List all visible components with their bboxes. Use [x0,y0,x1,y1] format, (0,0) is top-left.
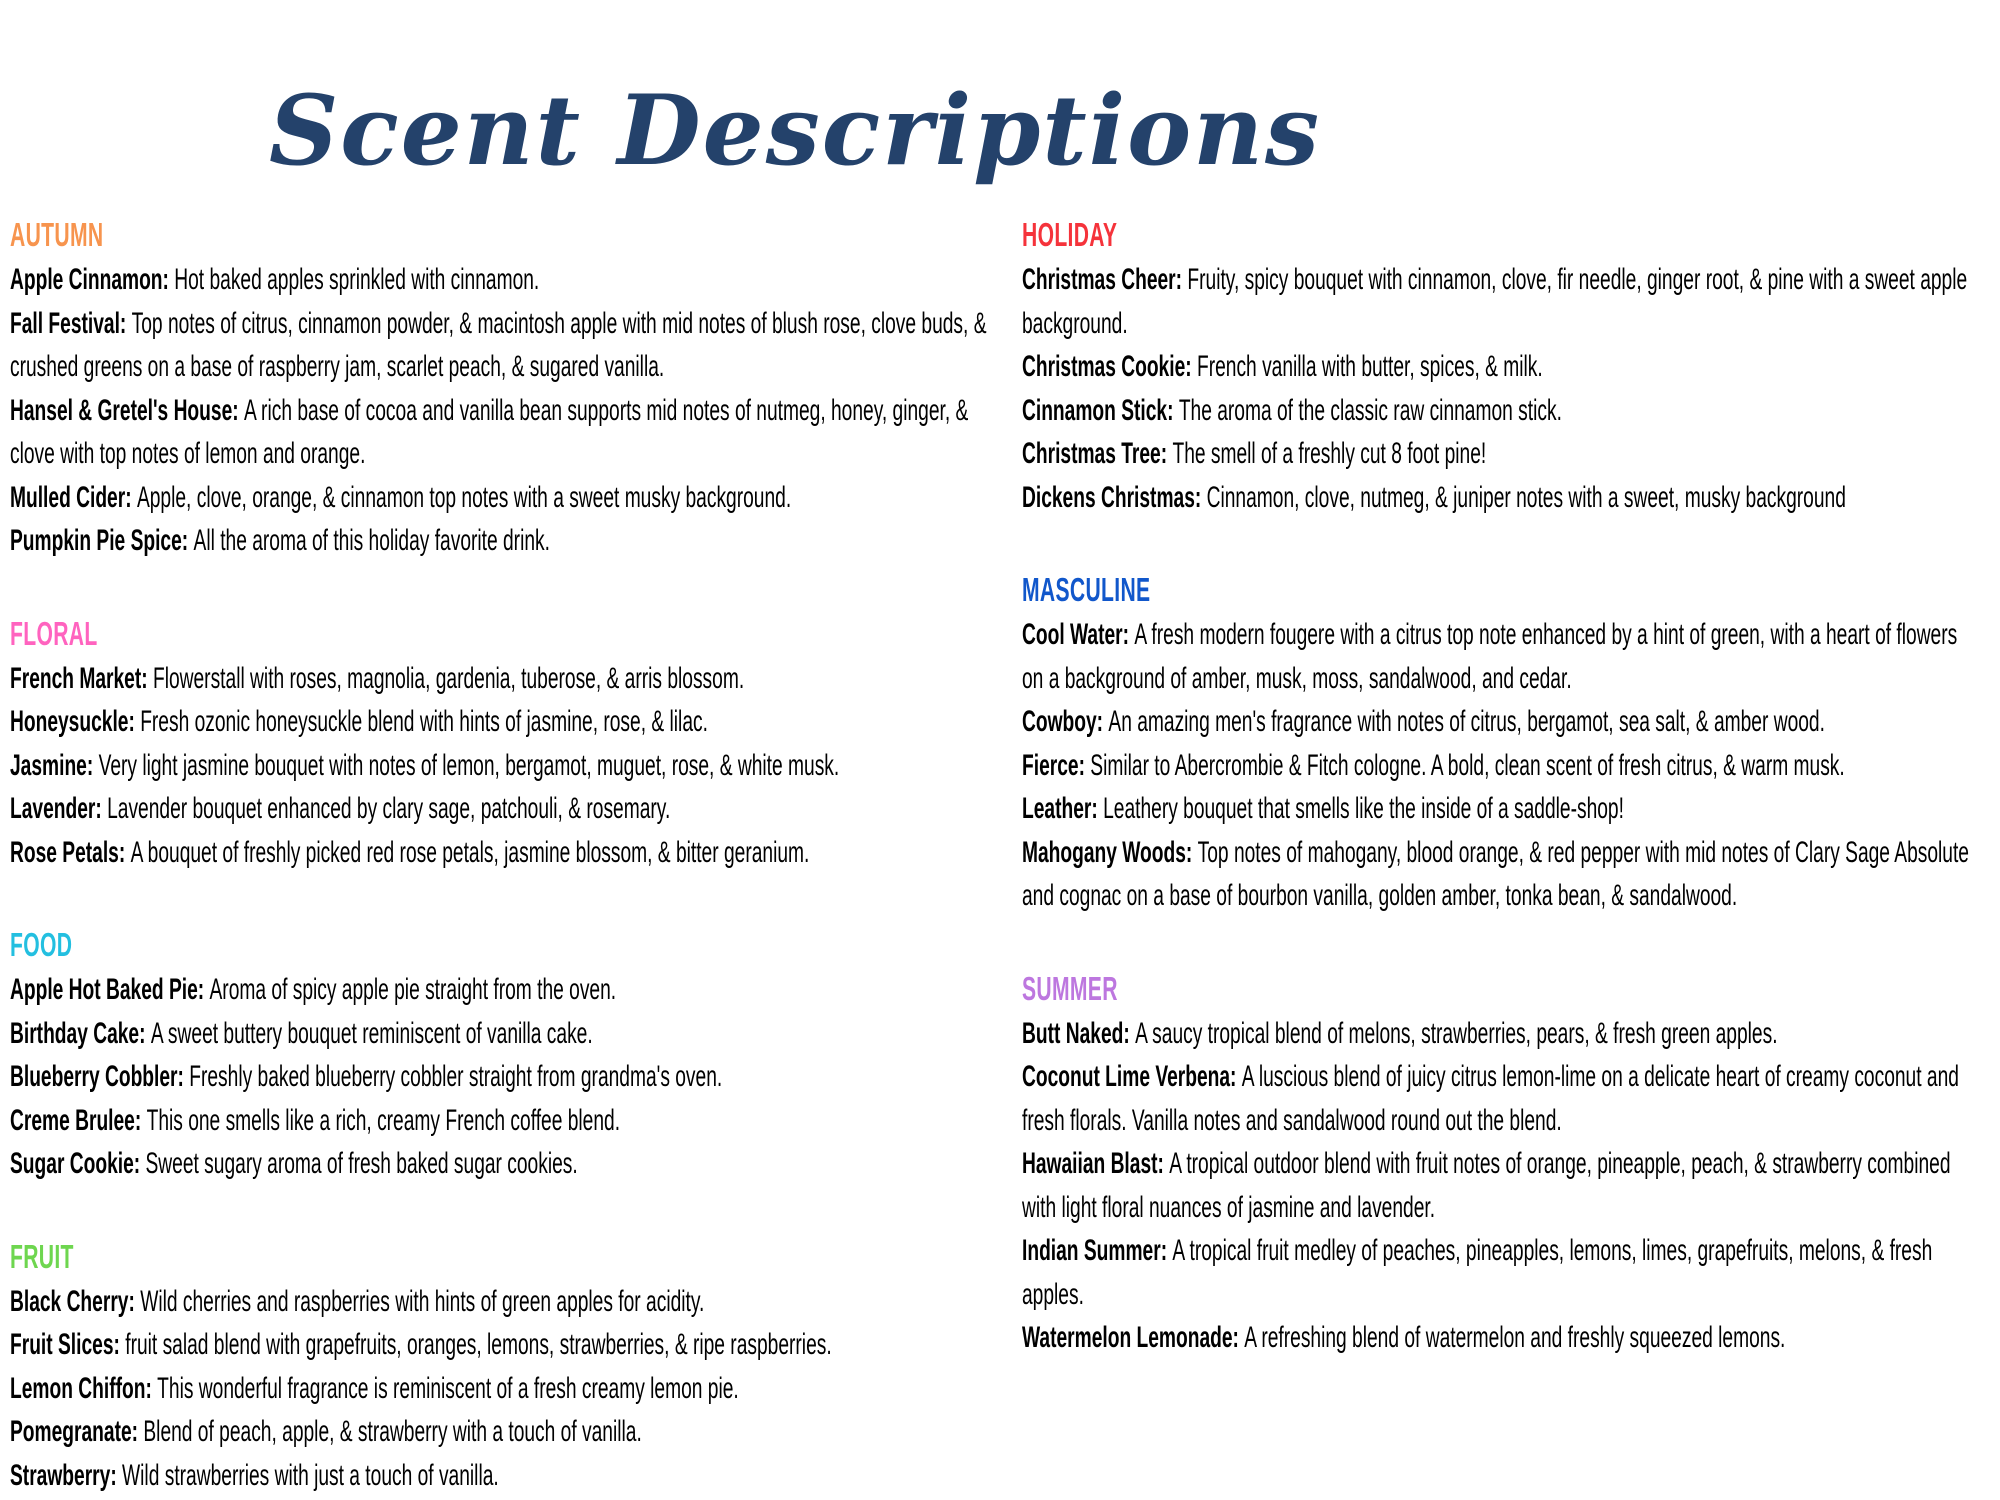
scent-section-summer [1022,966,1979,1360]
scent-description: Blend of peach, apple, & strawberry with a touch of vanilla. [143,1415,642,1448]
scent-section-autumn [10,212,996,563]
scent-description: A bouquet of freshly picked red rose petals, jasmine blossom, & bitter geranium. [130,835,810,869]
scent-description: fruit salad blend with grapefruits, oranges, lemons, strawberries, & ripe raspberries. [125,1328,832,1361]
scent-item [1022,744,1979,788]
scent-description: A tropical fruit medley of peaches, pineapples, lemons, limes, grapefruits, melons, & fresh apples. [1022,1234,1933,1311]
scent-item [10,1323,996,1367]
scent-description: Aroma of spicy apple pie straight from the oven. [209,973,617,1006]
scent-name: Cool Water: [1022,618,1135,651]
scent-item [10,1142,996,1186]
scent-name: Dickens Christmas: [1022,480,1207,514]
scent-description: Wild strawberries with just a touch of vanilla. [122,1458,499,1492]
scent-item [10,1454,996,1498]
scent-name: Fruit Slices: [10,1328,126,1361]
scent-description: Leathery bouquet that smells like the inside of a saddle-shop! [1103,792,1624,825]
scent-item [1022,389,1979,433]
scent-item [10,302,996,389]
scent-description: Hot baked apples sprinkled with cinnamon. [174,263,540,296]
scent-name: Rose Petals: [10,835,131,869]
scent-description: Similar to Abercrombie & Fitch cologne. A bold, clean scent of fresh citrus, & warm musk. [1090,748,1845,782]
scent-item [1022,831,1979,918]
scent-name: Hansel & Gretel's House: [10,393,244,427]
scent-section-floral [10,611,996,875]
scent-item [1022,1316,1979,1360]
scent-item [1022,1229,1979,1316]
scent-description: A luscious blend of juicy citrus lemon-lime on a delicate heart of creamy coconut and fresh florals. Vanilla notes and sandalwood round out the blend. [1022,1060,1959,1137]
scent-description: French vanilla with butter, spices, & milk. [1196,350,1543,383]
scent-name: Jasmine: [10,748,99,782]
scent-name: Honeysuckle: [10,705,141,738]
scent-item [1022,345,1979,389]
scent-name: Cowboy: [1022,705,1109,738]
scent-description: A rich base of cocoa and vanilla bean supports mid notes of nutmeg, honey, ginger, & clove with top notes of lemon and orange. [10,393,969,470]
section-header-floral: FLORAL [10,614,98,652]
scent-item [10,519,996,563]
scent-item [1022,258,1979,345]
scent-name: Mahogany Woods: [1022,835,1198,869]
scent-description: Very light jasmine bouquet with notes of lemon, bergamot, muguet, rose, & white musk. [98,748,840,782]
scent-name: Creme Brulee: [10,1103,147,1137]
scent-name: Butt Naked: [1022,1016,1136,1050]
scent-item [1022,613,1979,700]
scent-item [10,389,996,476]
scent-item [10,831,996,875]
scent-description: Lavender bouquet enhanced by clary sage, patchouli, & rosemary. [107,792,671,825]
section-header-food: FOOD [10,926,73,963]
scent-name: Apple Cinnamon: [10,263,175,296]
section-header-fruit: FRUIT [10,1237,74,1275]
page-title: Scent Descriptions [268,74,1322,188]
scent-item [1022,1055,1979,1142]
section-header-autumn: AUTUMN [10,216,104,253]
scent-item [10,787,996,831]
section-header-summer: SUMMER [1022,969,1118,1007]
scent-section-masculine [1022,567,1979,918]
scent-name: Christmas Cookie: [1022,350,1197,383]
scent-description: Apple, clove, orange, & cinnamon top notes with a sweet musky background. [136,480,792,514]
scent-name: Blueberry Cobbler: [10,1060,190,1093]
scent-item [1022,476,1979,520]
section-header-masculine: MASCULINE [1022,571,1151,608]
scent-description: This one smells like a rich, creamy French coffee blend. [146,1103,621,1137]
scent-name: Leather: [1022,792,1104,825]
scent-name: Indian Summer: [1022,1234,1173,1267]
scent-description: This wonderful fragrance is reminiscent of a fresh creamy lemon pie. [157,1371,739,1405]
scent-name: Coconut Lime Verbena: [1022,1060,1242,1093]
scent-item [10,744,996,788]
scent-description: Flowerstall with roses, magnolia, gardenia, tuberose, & arris blossom. [152,661,745,695]
scent-description: An amazing men's fragrance with notes of citrus, bergamot, sea salt, & amber wood. [1108,705,1825,738]
scent-description: Freshly baked blueberry cobbler straight from grandma's oven. [189,1060,723,1093]
section-header-holiday: HOLIDAY [1022,216,1118,253]
scent-name: Lavender: [10,792,108,825]
scent-section-fruit [10,1234,996,1498]
scent-description: A fresh modern fougere with a citrus top note enhanced by a hint of green, with a heart of flowers on a background of amber, musk, moss, sandalwood, and cedar. [1022,618,1958,695]
column-right [1022,212,1979,1360]
scent-item [1022,787,1979,831]
scent-description: A refreshing blend of watermelon and freshly squeezed lemons. [1244,1321,1786,1354]
scent-description: Top notes of mahogany, blood orange, & red pepper with mid notes of Clary Sage Absolute and cognac on a base of bourbon vanilla, golden amber, tonka bean, & sandalwood. [1022,835,1969,912]
scent-name: Pomegranate: [10,1415,144,1448]
scent-name: French Market: [10,661,153,695]
scent-name: Christmas Cheer: [1022,263,1188,296]
column-left [10,212,996,1497]
scent-name: Cinnamon Stick: [1022,393,1179,427]
scent-item [10,657,996,701]
scent-name: Black Cherry: [10,1284,141,1318]
scent-description: A sweet buttery bouquet reminiscent of vanilla cake. [150,1016,593,1050]
scent-item [1022,432,1979,476]
scent-item [10,700,996,744]
scent-name: Apple Hot Baked Pie: [10,973,210,1006]
scent-description: Fruity, spicy bouquet with cinnamon, clove, fir needle, ginger root, & pine with a sweet apple background. [1022,263,1968,340]
scent-description: Sweet sugary aroma of fresh baked sugar cookies. [145,1147,578,1180]
scent-item [10,258,996,302]
scent-section-food [10,922,996,1186]
scent-item [1022,700,1979,744]
scent-item [10,1012,996,1056]
scent-item [1022,1142,1979,1229]
scent-description: Fresh ozonic honeysuckle blend with hints of jasmine, rose, & lilac. [140,705,708,738]
scent-item [10,1367,996,1411]
scent-description: A tropical outdoor blend with fruit notes of orange, pineapple, peach, & strawberry combined with light floral nuances of jasmine and lavender. [1022,1147,1951,1224]
scent-name: Hawaiian Blast: [1022,1147,1170,1180]
scent-name: Pumpkin Pie Spice: [10,524,194,557]
scent-description: Top notes of citrus, cinnamon powder, & macintosh apple with mid notes of blush rose, clove buds, & crushed greens on a base of raspberry jam, scarlet peach, & sugared vanilla. [10,306,987,383]
scent-name: Fall Festival: [10,306,132,340]
scent-name: Fierce: [1022,748,1091,782]
scent-item [10,1099,996,1143]
scent-description: The smell of a freshly cut 8 foot pine! [1172,437,1487,470]
scent-item [10,968,996,1012]
scent-item [10,1055,996,1099]
scent-name: Christmas Tree: [1022,437,1173,470]
scent-description: Cinnamon, clove, nutmeg, & juniper notes with a sweet, musky background [1206,480,1846,514]
scent-description: A saucy tropical blend of melons, strawberries, pears, & fresh green apples. [1135,1016,1778,1050]
scent-item [10,1280,996,1324]
scent-section-holiday [1022,212,1979,519]
scent-item [10,1410,996,1454]
scent-item [10,476,996,520]
scent-name: Strawberry: [10,1458,123,1492]
scent-description: All the aroma of this holiday favorite drink. [193,524,550,557]
scent-item [1022,1012,1979,1056]
scent-name: Sugar Cookie: [10,1147,146,1180]
scent-description: The aroma of the classic raw cinnamon stick. [1178,393,1562,427]
scent-description: Wild cherries and raspberries with hints of green apples for acidity. [140,1284,705,1318]
scent-name: Watermelon Lemonade: [1022,1321,1245,1354]
scent-name: Mulled Cider: [10,480,137,514]
scent-name: Lemon Chiffon: [10,1371,158,1405]
scent-name: Birthday Cake: [10,1016,151,1050]
